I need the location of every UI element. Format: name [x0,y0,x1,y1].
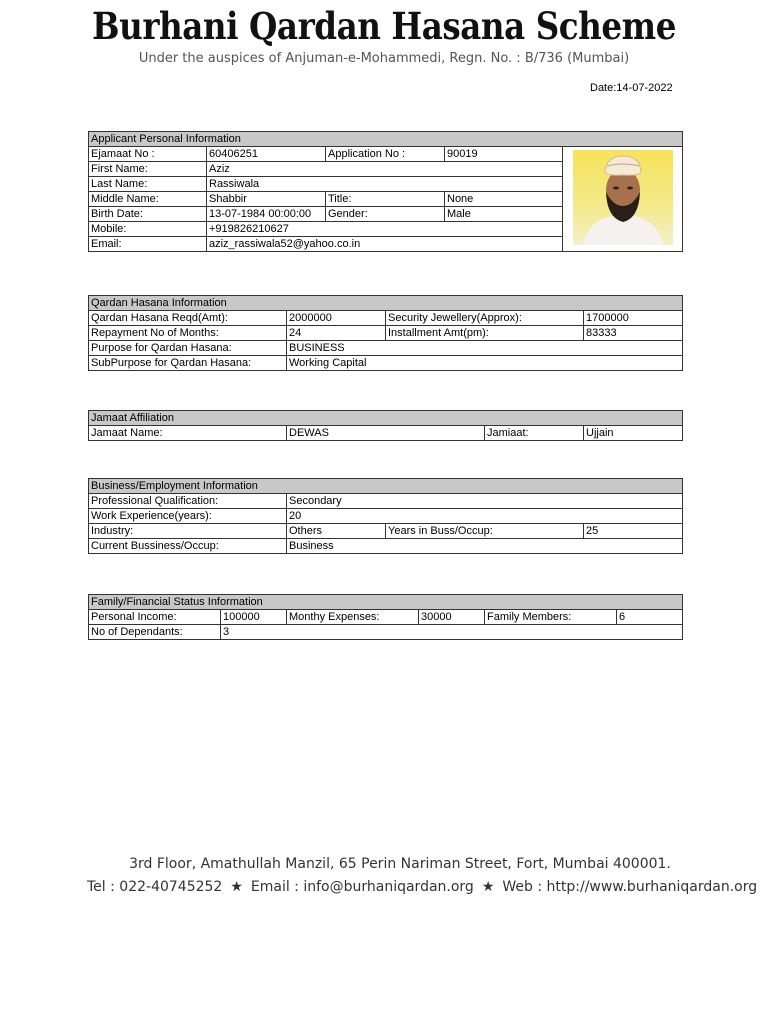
jamiaat-value: Ujjain [584,426,683,441]
ejamaat-value: 60406251 [207,147,326,162]
applicant-photo-icon [573,150,673,245]
subpurpose-value: Working Capital [287,356,683,371]
field-label: Family Members: [485,610,617,625]
family-table [88,594,683,640]
installment-value: 83333 [584,326,683,341]
star-icon: ★ [481,879,495,895]
work-experience-value: 20 [287,509,683,524]
star-icon: ★ [230,879,243,895]
personal-income-value: 100000 [221,610,287,625]
email-value: aziz_rassiwala52@yahoo.co.in [207,237,563,252]
field-label: Title: [326,192,445,207]
field-label: Monthy Expenses: [287,610,419,625]
repayment-months-value: 24 [287,326,386,341]
mobile-value: +919826210627 [207,222,563,237]
field-label: Application No : [326,147,445,162]
field-label: Years in Buss/Occup: [386,524,584,539]
field-label: Email: [89,237,207,252]
field-label: Professional Qualification: [89,494,287,509]
first-name-value: Aziz [207,162,563,177]
date-label: Date: [590,82,617,94]
section-heading: Family/Financial Status Information [89,595,683,610]
security-jewellery-value: 1700000 [584,311,683,326]
years-in-business-value: 25 [584,524,683,539]
middle-name-value: Shabbir [207,192,326,207]
field-label: Security Jewellery(Approx): [386,311,584,326]
application-value: 90019 [445,147,563,162]
field-label: Middle Name: [89,192,207,207]
last-name-value: Rassiwala [207,177,563,192]
field-label: Ejamaat No : [89,147,207,162]
reqd-amount-value: 2000000 [287,311,386,326]
footer-web[interactable]: Web : http://www.burhaniqardan.org [502,879,758,895]
photo-cell [563,147,683,252]
field-label: Installment Amt(pm): [386,326,584,341]
date-value: 14-07-2022 [616,82,673,94]
title-value: None [445,192,563,207]
applicant-photo [573,150,673,245]
section-heading: Business/Employment Information [89,479,683,494]
birth-date-value: 13-07-1984 00:00:00 [207,207,326,222]
field-label: Purpose for Qardan Hasana: [89,341,287,356]
field-label: No of Dependants: [89,625,221,640]
document-subtitle: Under the auspices of Anjuman-e-Mohammedi, Regn. No. : B/736 (Mumbai) [138,51,630,66]
qualification-value: Secondary [287,494,683,509]
personal-info-table [88,131,683,252]
dependants-value: 3 [221,625,683,640]
field-label: Qardan Hasana Reqd(Amt): [89,311,287,326]
field-label: SubPurpose for Qardan Hasana: [89,356,287,371]
section-heading: Qardan Hasana Information [89,296,683,311]
field-label: Last Name: [89,177,207,192]
monthly-expenses-value: 30000 [419,610,485,625]
family-section [88,594,682,640]
field-label: Industry: [89,524,287,539]
purpose-value: BUSINESS [287,341,683,356]
section-heading: Applicant Personal Information [89,132,683,147]
jamaat-name-value: DEWAS [287,426,485,441]
qardan-info-table [88,295,683,371]
jamaat-table [88,410,683,441]
field-label: Birth Date: [89,207,207,222]
business-table [88,478,683,554]
field-label: Jamiaat: [485,426,584,441]
qardan-info-section [88,295,682,371]
field-label: Jamaat Name: [89,426,287,441]
footer-address: 3rd Floor, Amathullah Manzil, 65 Perin Nariman Street, Fort, Mumbai 400001. [129,856,671,872]
business-section [88,478,682,554]
field-label: Repayment No of Months: [89,326,287,341]
jamaat-section [88,410,682,441]
field-label: Current Bussiness/Occup: [89,539,287,554]
family-members-value: 6 [617,610,683,625]
field-label: First Name: [89,162,207,177]
field-label: Work Experience(years): [89,509,287,524]
personal-info-section [88,131,682,252]
gender-value: Male [445,207,563,222]
document-date [590,82,673,94]
footer-contact [87,879,758,895]
footer-email[interactable]: Email : info@burhaniqardan.org [250,879,474,895]
field-label: Gender: [326,207,445,222]
document-title: Burhani Qardan Hasana Scheme [92,4,676,48]
field-label: Personal Income: [89,610,221,625]
field-label: Mobile: [89,222,207,237]
footer-tel: Tel : 022-40745252 [87,879,223,895]
current-occupation-value: Business [287,539,683,554]
industry-value: Others [287,524,386,539]
section-heading: Jamaat Affiliation [89,411,683,426]
